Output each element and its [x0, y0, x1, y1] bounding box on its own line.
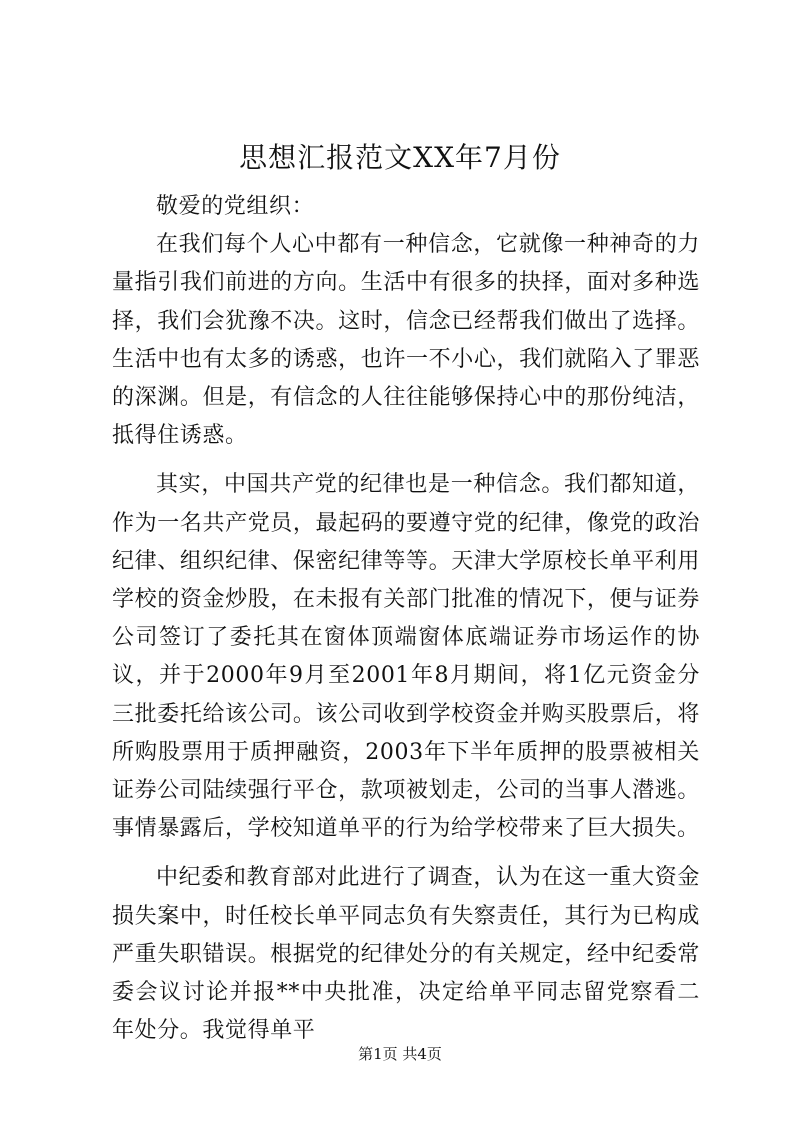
document-title: 思想汇报范文XX年7月份 [239, 141, 561, 174]
salutation: 敬爱的党组织： [156, 194, 315, 219]
paragraph-2: 其实，中国共产党的纪律也是一种信念。我们都知道，作为一名共产党员，最起码的要遵守党的纪律，像党的政治纪律、组织纪律、保密纪律等等。天津大学原校长单平利用学校的资金炒股，在未报有关部门批准的情况下，便与证券公司签订了委托其在窗体顶端窗体底端证券市场运作的协议，并于2000年9月至2001年8月期间，将1亿元资金分三批委托给该公司。该公司收到学校资金并购买股票后，将所购股票用于质押融资，2003年下半年质押的股票被相关证券公司陆续强行平仓，款项被划走，公司的当事人潜逃。事情暴露后，学校知道单平的行为给学校带来了巨大损失。 [112, 472, 700, 842]
paragraph-1: 在我们每个人心中都有一种信念，它就像一种神奇的力量指引我们前进的方向。生活中有很多的抉择，面对多种选择，我们会犹豫不决。这时，信念已经帮我们做出了选择。生活中也有太多的诱惑，也许一不小心，我们就陷入了罪恶的深渊。但是，有信念的人往往能够保持心中的那份纯洁，抵得住诱惑。 [112, 232, 700, 449]
document-body [112, 188, 700, 1050]
page-footer: 第1页 共4页 [358, 1045, 442, 1063]
paragraph-3: 中纪委和教育部对此进行了调查，认为在这一重大资金损失案中，时任校长单平同志负有失察责任，其行为已构成严重失职错误。根据党的纪律处分的有关规定，经中纪委常委会议讨论并报**中央批准，决定给单平同志留党察看二年处分。我觉得单平 [112, 865, 700, 1044]
